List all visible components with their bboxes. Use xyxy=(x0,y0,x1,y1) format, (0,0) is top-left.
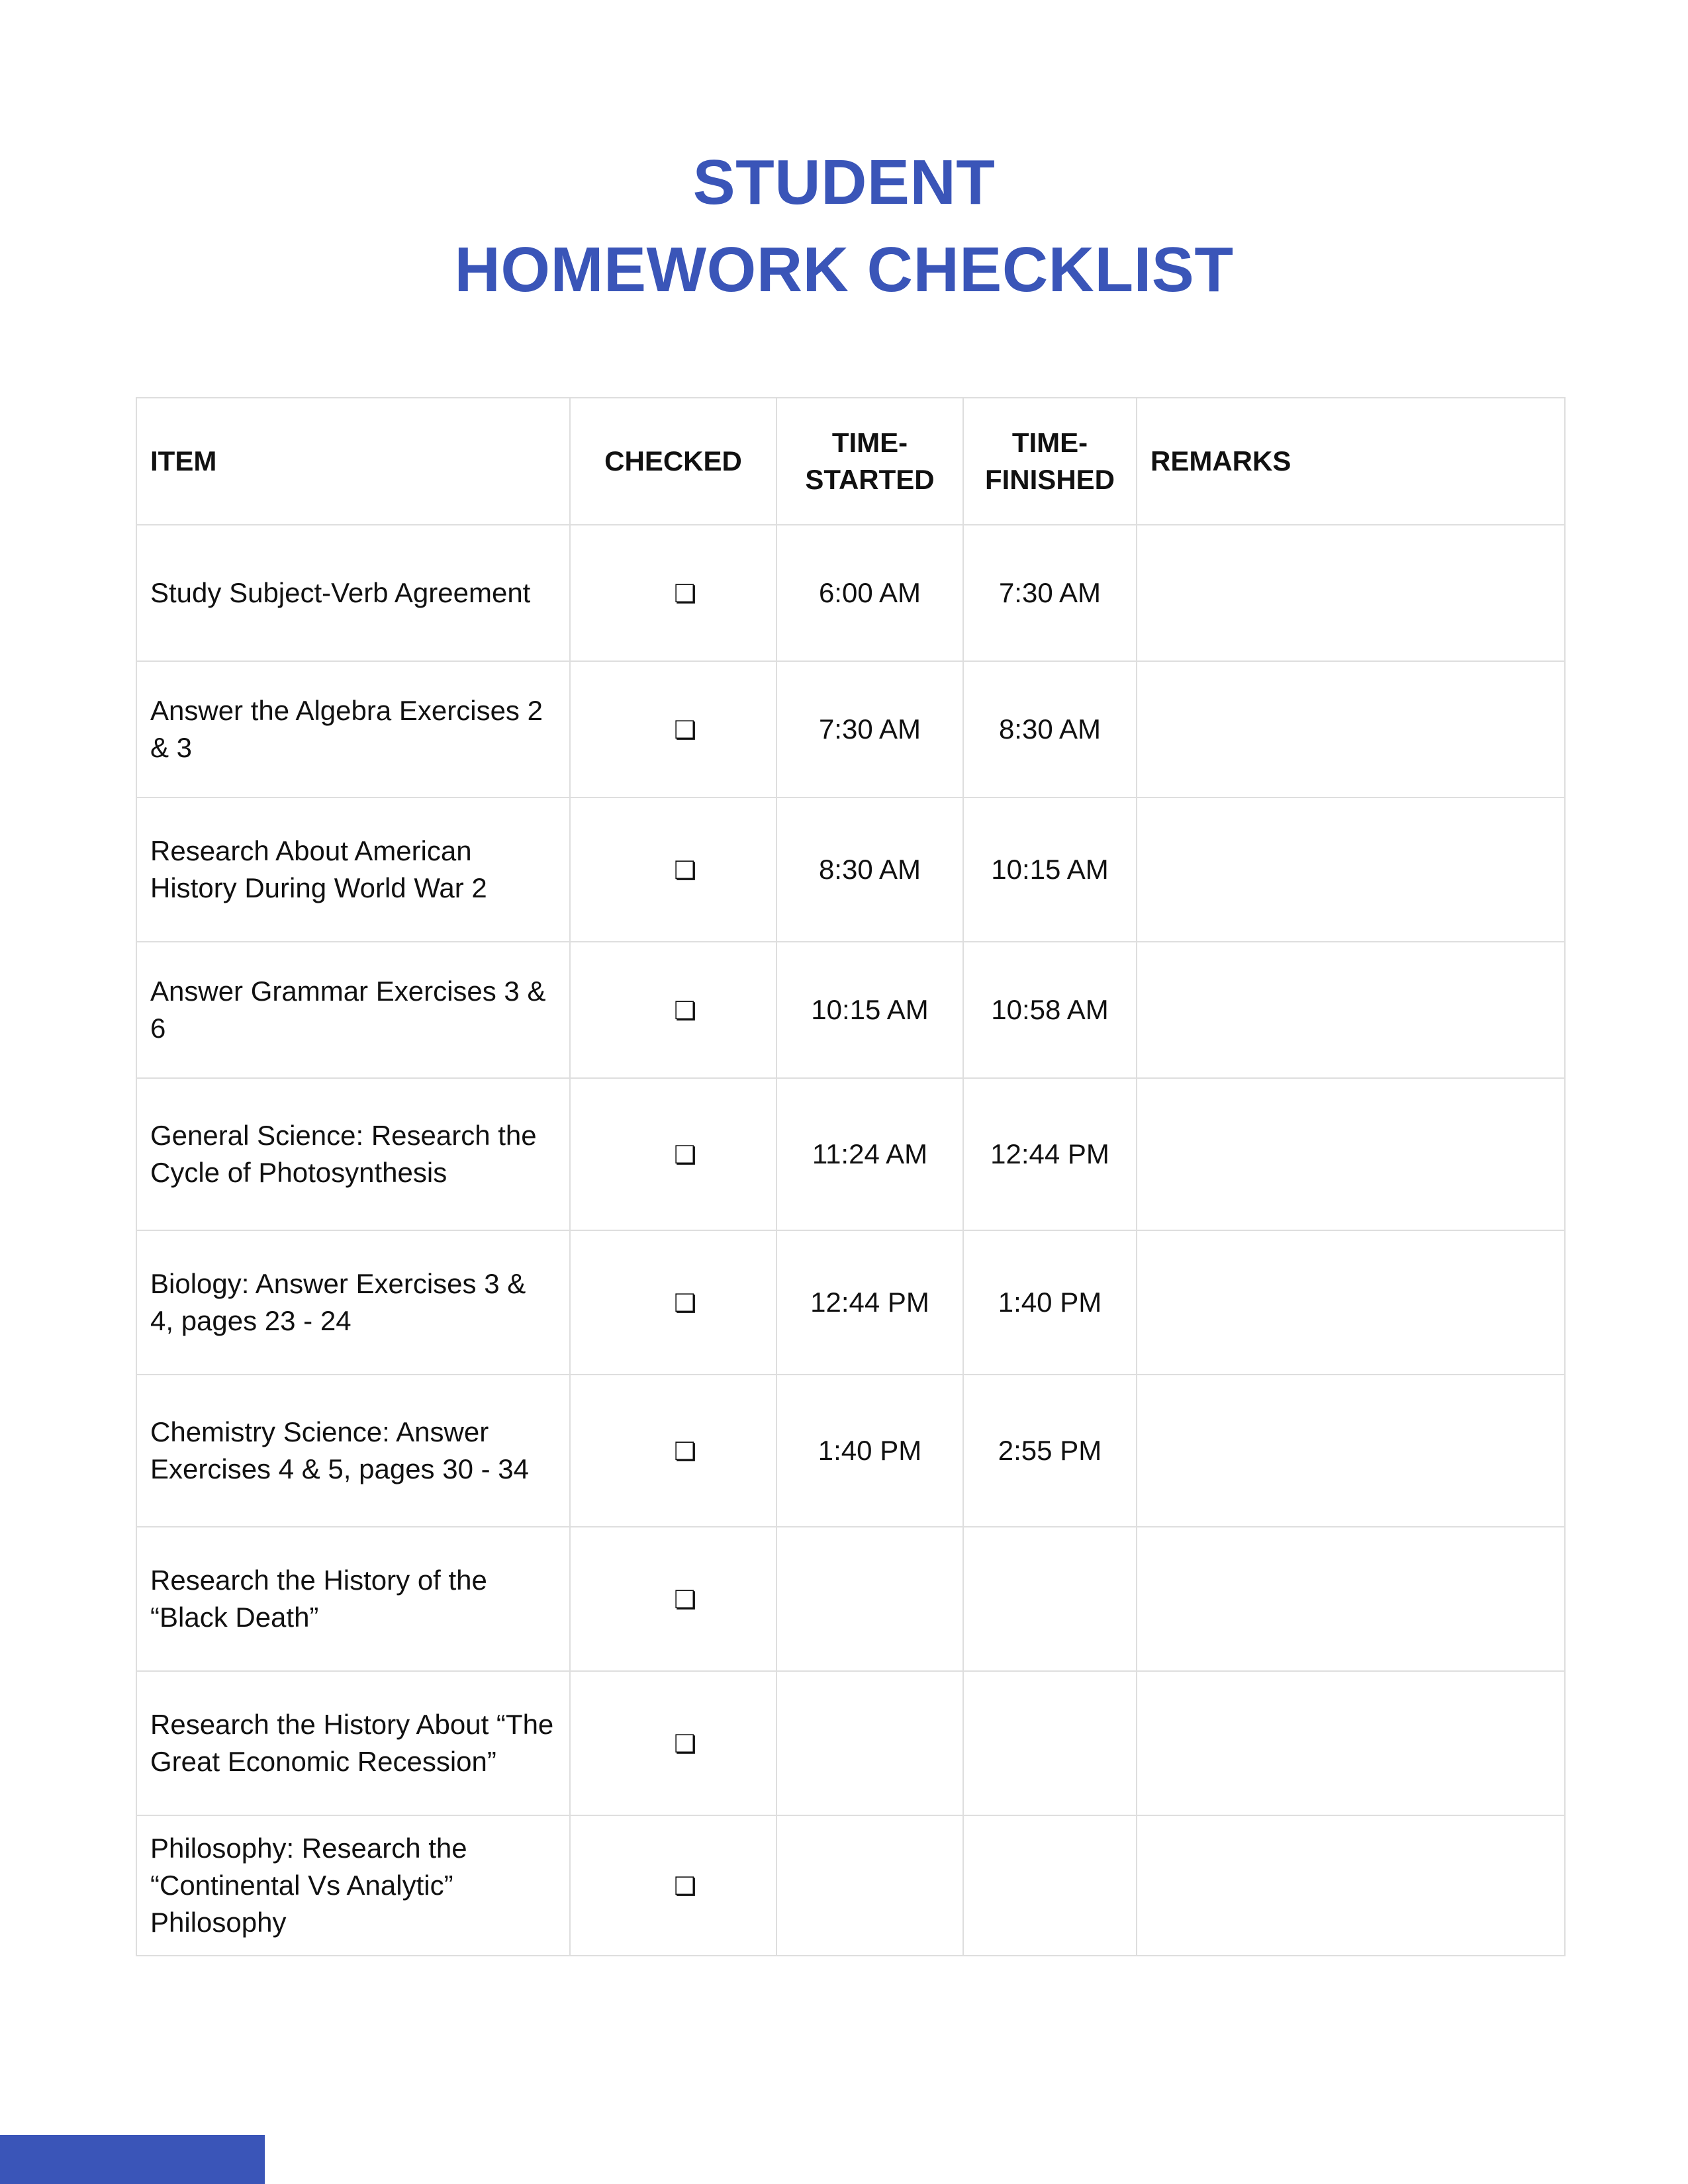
page-title-line-2: HOMEWORK CHECKLIST xyxy=(454,234,1234,305)
remarks-cell[interactable] xyxy=(1137,661,1565,797)
item-cell: Research About American History During World War 2 xyxy=(136,797,570,942)
checkbox-icon[interactable]: ❏ xyxy=(673,1585,697,1614)
column-header-checked: CHECKED xyxy=(570,398,776,525)
table-row xyxy=(136,1078,1565,1230)
item-cell: Answer the Algebra Exercises 2 & 3 xyxy=(136,661,570,797)
item-cell: General Science: Research the Cycle of Photosynthesis xyxy=(136,1078,570,1230)
checkbox-icon[interactable]: ❏ xyxy=(673,1872,697,1901)
time-finished-cell[interactable] xyxy=(963,1527,1137,1671)
time-started-cell: 12:44 PM xyxy=(776,1230,963,1375)
time-finished-cell: 10:58 AM xyxy=(963,942,1137,1078)
table-row xyxy=(136,1815,1565,1956)
column-header-time-started xyxy=(776,398,963,525)
time-started-cell[interactable] xyxy=(776,1815,963,1956)
table-row xyxy=(136,525,1565,661)
time-finished-cell[interactable] xyxy=(963,1671,1137,1815)
remarks-cell[interactable] xyxy=(1137,1375,1565,1527)
time-started-cell[interactable] xyxy=(776,1671,963,1815)
table-row xyxy=(136,797,1565,942)
time-finished-cell: 8:30 AM xyxy=(963,661,1137,797)
time-finished-cell: 12:44 PM xyxy=(963,1078,1137,1230)
checked-cell xyxy=(570,525,776,661)
checked-cell xyxy=(570,1375,776,1527)
time-finished-cell[interactable] xyxy=(963,1815,1137,1956)
remarks-cell[interactable] xyxy=(1137,1527,1565,1671)
time-finished-header-text: TIME- FINISHED xyxy=(984,427,1115,495)
time-started-cell: 8:30 AM xyxy=(776,797,963,942)
remarks-cell[interactable] xyxy=(1137,797,1565,942)
item-cell: Chemistry Science: Answer Exercises 4 & 5, pages 30 - 34 xyxy=(136,1375,570,1527)
time-started-cell: 11:24 AM xyxy=(776,1078,963,1230)
time-finished-cell: 7:30 AM xyxy=(963,525,1137,661)
remarks-cell[interactable] xyxy=(1137,1230,1565,1375)
checkbox-icon[interactable]: ❏ xyxy=(673,715,697,745)
time-started-cell: 1:40 PM xyxy=(776,1375,963,1527)
checked-cell xyxy=(570,1527,776,1671)
item-cell: Research the History of the “Black Death” xyxy=(136,1527,570,1671)
time-started-cell: 6:00 AM xyxy=(776,525,963,661)
time-started-cell[interactable] xyxy=(776,1527,963,1671)
remarks-cell[interactable] xyxy=(1137,525,1565,661)
checked-cell xyxy=(570,942,776,1078)
homework-checklist-table xyxy=(136,397,1566,1956)
checkbox-icon[interactable]: ❏ xyxy=(673,1289,697,1318)
remarks-cell[interactable] xyxy=(1137,942,1565,1078)
column-header-time-finished xyxy=(963,398,1137,525)
checked-cell xyxy=(570,661,776,797)
remarks-cell[interactable] xyxy=(1137,1815,1565,1956)
time-finished-cell: 10:15 AM xyxy=(963,797,1137,942)
item-cell: Answer Grammar Exercises 3 & 6 xyxy=(136,942,570,1078)
item-cell: Research the History About “The Great Economic Recession” xyxy=(136,1671,570,1815)
checkbox-icon[interactable]: ❏ xyxy=(673,1729,697,1758)
column-header-item: ITEM xyxy=(136,398,570,525)
table-row xyxy=(136,1375,1565,1527)
time-started-cell: 10:15 AM xyxy=(776,942,963,1078)
checkbox-icon[interactable]: ❏ xyxy=(673,579,697,608)
checked-cell xyxy=(570,1078,776,1230)
checkbox-icon[interactable]: ❏ xyxy=(673,1140,697,1169)
checkbox-icon[interactable]: ❏ xyxy=(673,856,697,885)
time-finished-cell: 2:55 PM xyxy=(963,1375,1137,1527)
table-row xyxy=(136,942,1565,1078)
page-title xyxy=(0,139,1688,314)
page-title-line-1: STUDENT xyxy=(692,147,996,218)
column-header-remarks: REMARKS xyxy=(1137,398,1565,525)
table-row xyxy=(136,1230,1565,1375)
table-row xyxy=(136,1527,1565,1671)
checked-cell xyxy=(570,1815,776,1956)
item-cell: Philosophy: Research the “Continental Vs Analytic” Philosophy xyxy=(136,1815,570,1956)
footer-accent-bar xyxy=(0,2135,265,2184)
checked-cell xyxy=(570,1230,776,1375)
item-cell: Study Subject-Verb Agreement xyxy=(136,525,570,661)
time-started-cell: 7:30 AM xyxy=(776,661,963,797)
remarks-cell[interactable] xyxy=(1137,1671,1565,1815)
checkbox-icon[interactable]: ❏ xyxy=(673,1437,697,1466)
checked-cell xyxy=(570,1671,776,1815)
table-header-row xyxy=(136,398,1565,525)
checked-cell xyxy=(570,797,776,942)
item-cell: Biology: Answer Exercises 3 & 4, pages 23 - 24 xyxy=(136,1230,570,1375)
time-finished-cell: 1:40 PM xyxy=(963,1230,1137,1375)
time-started-header-text: TIME- STARTED xyxy=(805,427,935,495)
table-row xyxy=(136,661,1565,797)
table-row xyxy=(136,1671,1565,1815)
remarks-cell[interactable] xyxy=(1137,1078,1565,1230)
checkbox-icon[interactable]: ❏ xyxy=(673,996,697,1025)
